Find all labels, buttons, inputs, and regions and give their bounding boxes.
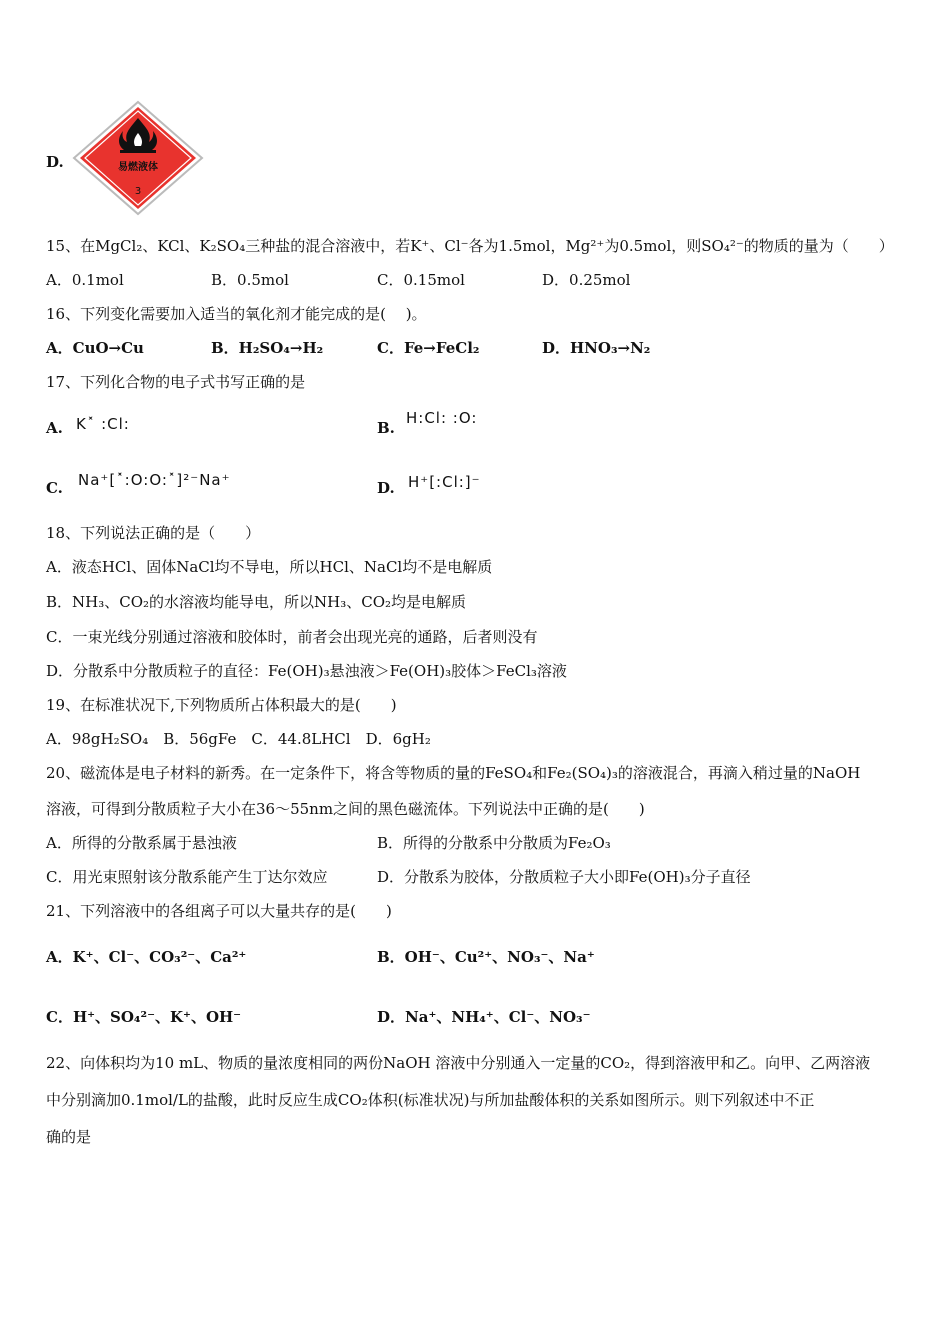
- q21-option-a: A．K⁺、Cl⁻、CO₃²⁻、Ca²⁺: [46, 948, 247, 966]
- q17-formula-b: H:Cl: :O:: [406, 409, 478, 427]
- q20-option-b: B．所得的分散系中分散质为Fe₂O₃: [377, 834, 611, 852]
- q21-option-b: B．OH⁻、Cu²⁺、NO₃⁻、Na⁺: [377, 948, 595, 966]
- q17-stem: 17、下列化合物的电子式书写正确的是: [46, 373, 306, 391]
- q17-formula-d: H⁺[:Cl:]⁻: [408, 473, 481, 491]
- q18-stem: 18、下列说法正确的是（ ）: [46, 524, 261, 542]
- q18-option-c: C．一束光线分别通过溶液和胶体时，前者会出现光亮的通路，后者则没有: [46, 628, 538, 646]
- q16-option-d: D．HNO₃→N₂: [542, 339, 651, 357]
- q17-label-b: B.: [377, 419, 395, 437]
- q19-options: A．98gH₂SO₄ B．56gFe C．44.8LHCl D．6gH₂: [46, 730, 431, 748]
- q15-stem: 15、在MgCl₂、KCl、K₂SO₄三种盐的混合溶液中，若K⁺、Cl⁻各为1.5mol，Mg²⁺为0.5mol，则SO₄²⁻的物质的量为（ ）: [46, 237, 894, 255]
- flammable-liquid-icon: [72, 100, 204, 216]
- q17-formula-a: K˟ :Cl:: [76, 415, 130, 433]
- q16-option-b: B．H₂SO₄→H₂: [211, 339, 324, 357]
- q20-option-c: C．用光束照射该分散系能产生丁达尔效应: [46, 868, 328, 886]
- q17-label-c: C.: [46, 479, 63, 497]
- q16-option-a: A．CuO→Cu: [46, 339, 144, 357]
- q18-option-b: B．NH₃、CO₂的水溶液均能导电，所以NH₃、CO₂均是电解质: [46, 593, 467, 611]
- q17-formula-c: Na⁺[˟:O:O:˟]²⁻Na⁺: [78, 471, 231, 489]
- q15-option-b: B．0.5mol: [211, 271, 289, 289]
- q17-label-d: D.: [377, 479, 395, 497]
- sign-number: 3: [134, 186, 142, 197]
- q16-stem: 16、下列变化需要加入适当的氧化剂才能完成的是( )。: [46, 305, 427, 323]
- q20-option-d: D．分散系为胶体，分散质粒子大小即Fe(OH)₃分子直径: [377, 868, 751, 886]
- q18-option-d: D．分散系中分散质粒子的直径：Fe(OH)₃悬浊液＞Fe(OH)₃胶体＞FeCl₃溶液: [46, 662, 567, 680]
- flammable-liquid-sign: [72, 100, 204, 216]
- q20-stem-line2: 溶液，可得到分散质粒子大小在36～55nm之间的黑色磁流体。下列说法中正确的是( ): [46, 800, 645, 818]
- q22-line3: 确的是: [46, 1128, 92, 1146]
- q20-stem-line1: 20、磁流体是电子材料的新秀。在一定条件下，将含等物质的量的FeSO₄和Fe₂(SO₄)₃的溶液混合，再滴入稍过量的NaOH: [46, 764, 861, 782]
- q22-line1: 22、向体积均为10 mL、物质的量浓度相同的两份NaOH 溶液中分别通入一定量的CO₂，得到溶液甲和乙。向甲、乙两溶液: [46, 1054, 871, 1072]
- q16-option-c: C．Fe→FeCl₂: [377, 339, 480, 357]
- q22-line2: 中分别滴加0.1mol/L的盐酸，此时反应生成CO₂体积(标准状况)与所加盐酸体积的关系如图所示。则下列叙述中不正: [46, 1091, 815, 1109]
- q21-option-c: C．H⁺、SO₄²⁻、K⁺、OH⁻: [46, 1008, 242, 1026]
- q21-stem: 21、下列溶液中的各组离子可以大量共存的是( ): [46, 902, 392, 920]
- q14-option-d-label: D.: [46, 153, 64, 171]
- q15-option-d: D．0.25mol: [542, 271, 631, 289]
- q18-option-a: A．液态HCl、固体NaCl均不导电，所以HCl、NaCl均不是电解质: [46, 558, 493, 576]
- q21-option-d: D．Na⁺、NH₄⁺、Cl⁻、NO₃⁻: [377, 1008, 591, 1026]
- q15-option-a: A．0.1mol: [46, 271, 124, 289]
- q19-stem: 19、在标准状况下,下列物质所占体积最大的是( ): [46, 696, 397, 714]
- q20-option-a: A．所得的分散系属于悬浊液: [46, 834, 237, 852]
- q17-label-a: A.: [46, 419, 63, 437]
- q15-option-c: C．0.15mol: [377, 271, 465, 289]
- sign-text: 易燃液体: [118, 162, 158, 173]
